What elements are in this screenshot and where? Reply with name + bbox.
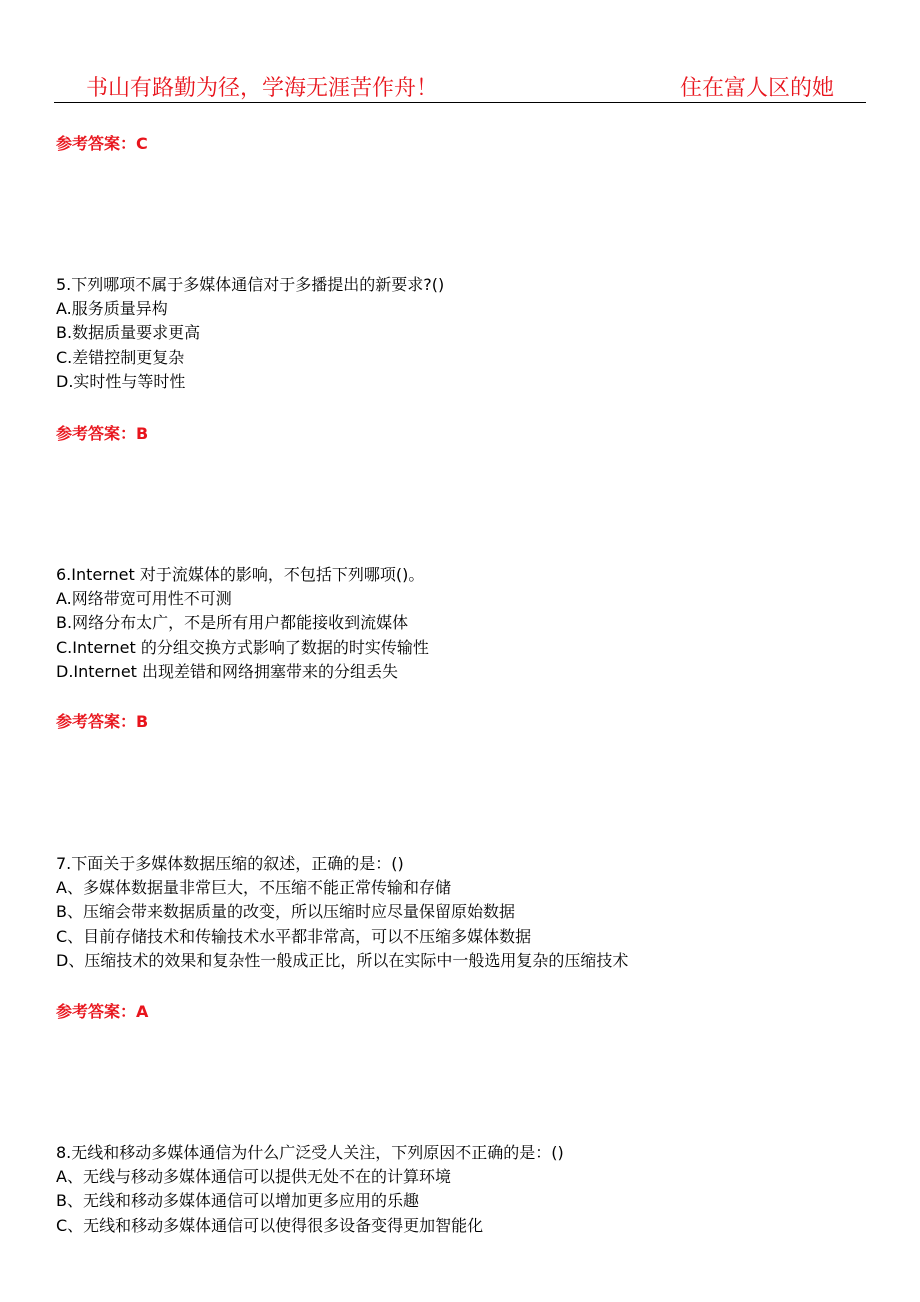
- option-d: D.实时性与等时性: [56, 371, 186, 391]
- option-d: D.Internet 出现差错和网络拥塞带来的分组丢失: [56, 661, 399, 681]
- header-author: 住在富人区的她: [679, 76, 834, 101]
- question-stem: 7.下面关于多媒体数据压缩的叙述，正确的是：(): [56, 854, 404, 873]
- answer-label: 参考答案：B: [56, 712, 149, 731]
- option-d: D、压缩技术的效果和复杂性一般成正比，所以在实际中一般选用复杂的压缩技术: [56, 950, 629, 970]
- header-motto: 书山有路勤为径，学海无涯苦作舟！: [86, 76, 439, 101]
- question-8: [56, 1141, 564, 1238]
- question-stem: 8.无线和移动多媒体通信为什么广泛受人关注，下列原因不正确的是：(): [56, 1143, 564, 1162]
- question-5: [56, 273, 444, 394]
- question-6: [56, 563, 429, 684]
- option-b: B、压缩会带来数据质量的改变，所以压缩时应尽量保留原始数据: [56, 902, 515, 922]
- option-a: A、多媒体数据量非常巨大，不压缩不能正常传输和存储: [56, 878, 451, 898]
- question-stem: 6.Internet 对于流媒体的影响，不包括下列哪项()。: [56, 565, 425, 584]
- answer-label: 参考答案：B: [56, 424, 149, 443]
- option-c: C、目前存储技术和传输技术水平都非常高，可以不压缩多媒体数据: [56, 926, 532, 946]
- header-divider: [54, 102, 866, 103]
- option-a: A.服务质量异构: [56, 299, 168, 319]
- option-c: C.Internet 的分组交换方式影响了数据的时实传输性: [56, 637, 429, 657]
- option-b: B、无线和移动多媒体通信可以增加更多应用的乐趣: [56, 1191, 419, 1211]
- answer-label: 参考答案：C: [56, 134, 148, 153]
- question-stem: 5.下列哪项不属于多媒体通信对于多播提出的新要求?(): [56, 275, 445, 294]
- option-b: B.网络分布太广，不是所有用户都能接收到流媒体: [56, 613, 409, 633]
- question-7: [56, 852, 628, 973]
- option-c: C、无线和移动多媒体通信可以使得很多设备变得更加智能化: [56, 1215, 484, 1235]
- option-a: A.网络带宽可用性不可测: [56, 589, 232, 609]
- option-b: B.数据质量要求更高: [56, 323, 201, 343]
- option-c: C.差错控制更复杂: [56, 347, 185, 367]
- answer-label: 参考答案：A: [56, 1002, 149, 1021]
- option-a: A、无线与移动多媒体通信可以提供无处不在的计算环境: [56, 1167, 451, 1187]
